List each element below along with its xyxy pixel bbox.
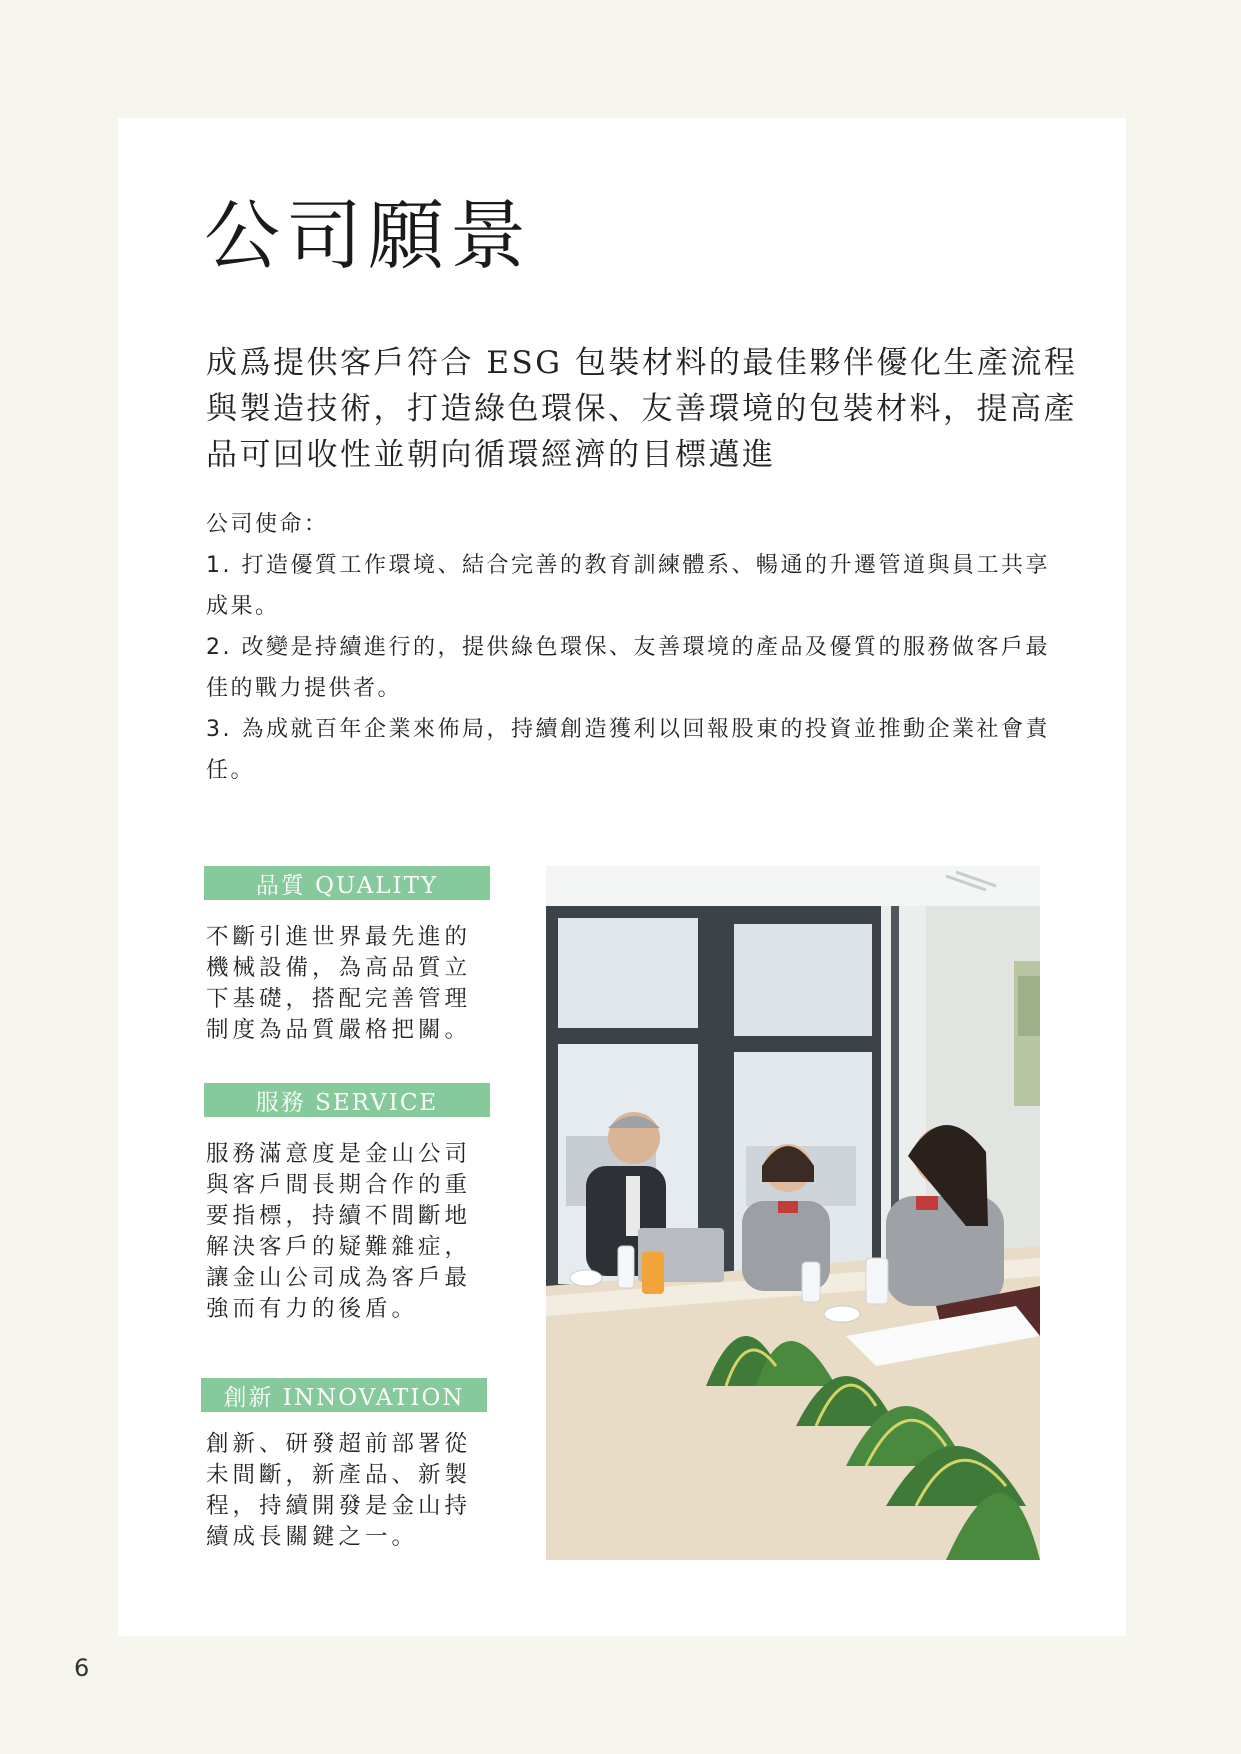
- service-text: 服務滿意度是金山公司與客戶間長期合作的重要指標，持續不間斷地解決客戶的疑難雜症，讓金山公司成為客戶最強而有力的後盾。: [206, 1141, 472, 1322]
- vision-statement: 成爲提供客戶符合 ESG 包裝材料的最佳夥伴優化生產流程與製造技術，打造綠色環保、友善環境的包裝材料，提高產品可回收性並朝向循環經濟的目標邁進: [206, 345, 1078, 473]
- mission-section: [206, 504, 1066, 791]
- mission-item-1: 1. 打造優質工作環境、結合完善的教育訓練體系、暢通的升遷管道與員工共享成果。: [206, 553, 1050, 619]
- quality-tag: 品質 QUALITY: [204, 866, 490, 900]
- page-number: 6: [74, 1654, 90, 1682]
- mission-item-3: 3. 為成就百年企業來佈局，持續創造獲利以回報股東的投資並推動企業社會責任。: [206, 717, 1050, 783]
- service-tag: 服務 SERVICE: [204, 1083, 490, 1117]
- innovation-tag: 創新 INNOVATION: [201, 1378, 487, 1412]
- mission-item-2: 2. 改變是持續進行的，提供綠色環保、友善環境的產品及優質的服務做客戶最佳的戰力提供者。: [206, 635, 1050, 701]
- page-title: 公司願景: [204, 191, 532, 280]
- mission-heading: 公司使命：: [206, 512, 329, 537]
- quality-text: 不斷引進世界最先進的機械設備，為高品質立下基礎，搭配完善管理制度為品質嚴格把關。: [206, 924, 472, 1043]
- page-card: [118, 118, 1126, 1636]
- meeting-photo: [546, 866, 1040, 1560]
- innovation-text: 創新、研發超前部署從未間斷，新產品、新製程，持續開發是金山持續成長關鍵之一。: [206, 1431, 472, 1550]
